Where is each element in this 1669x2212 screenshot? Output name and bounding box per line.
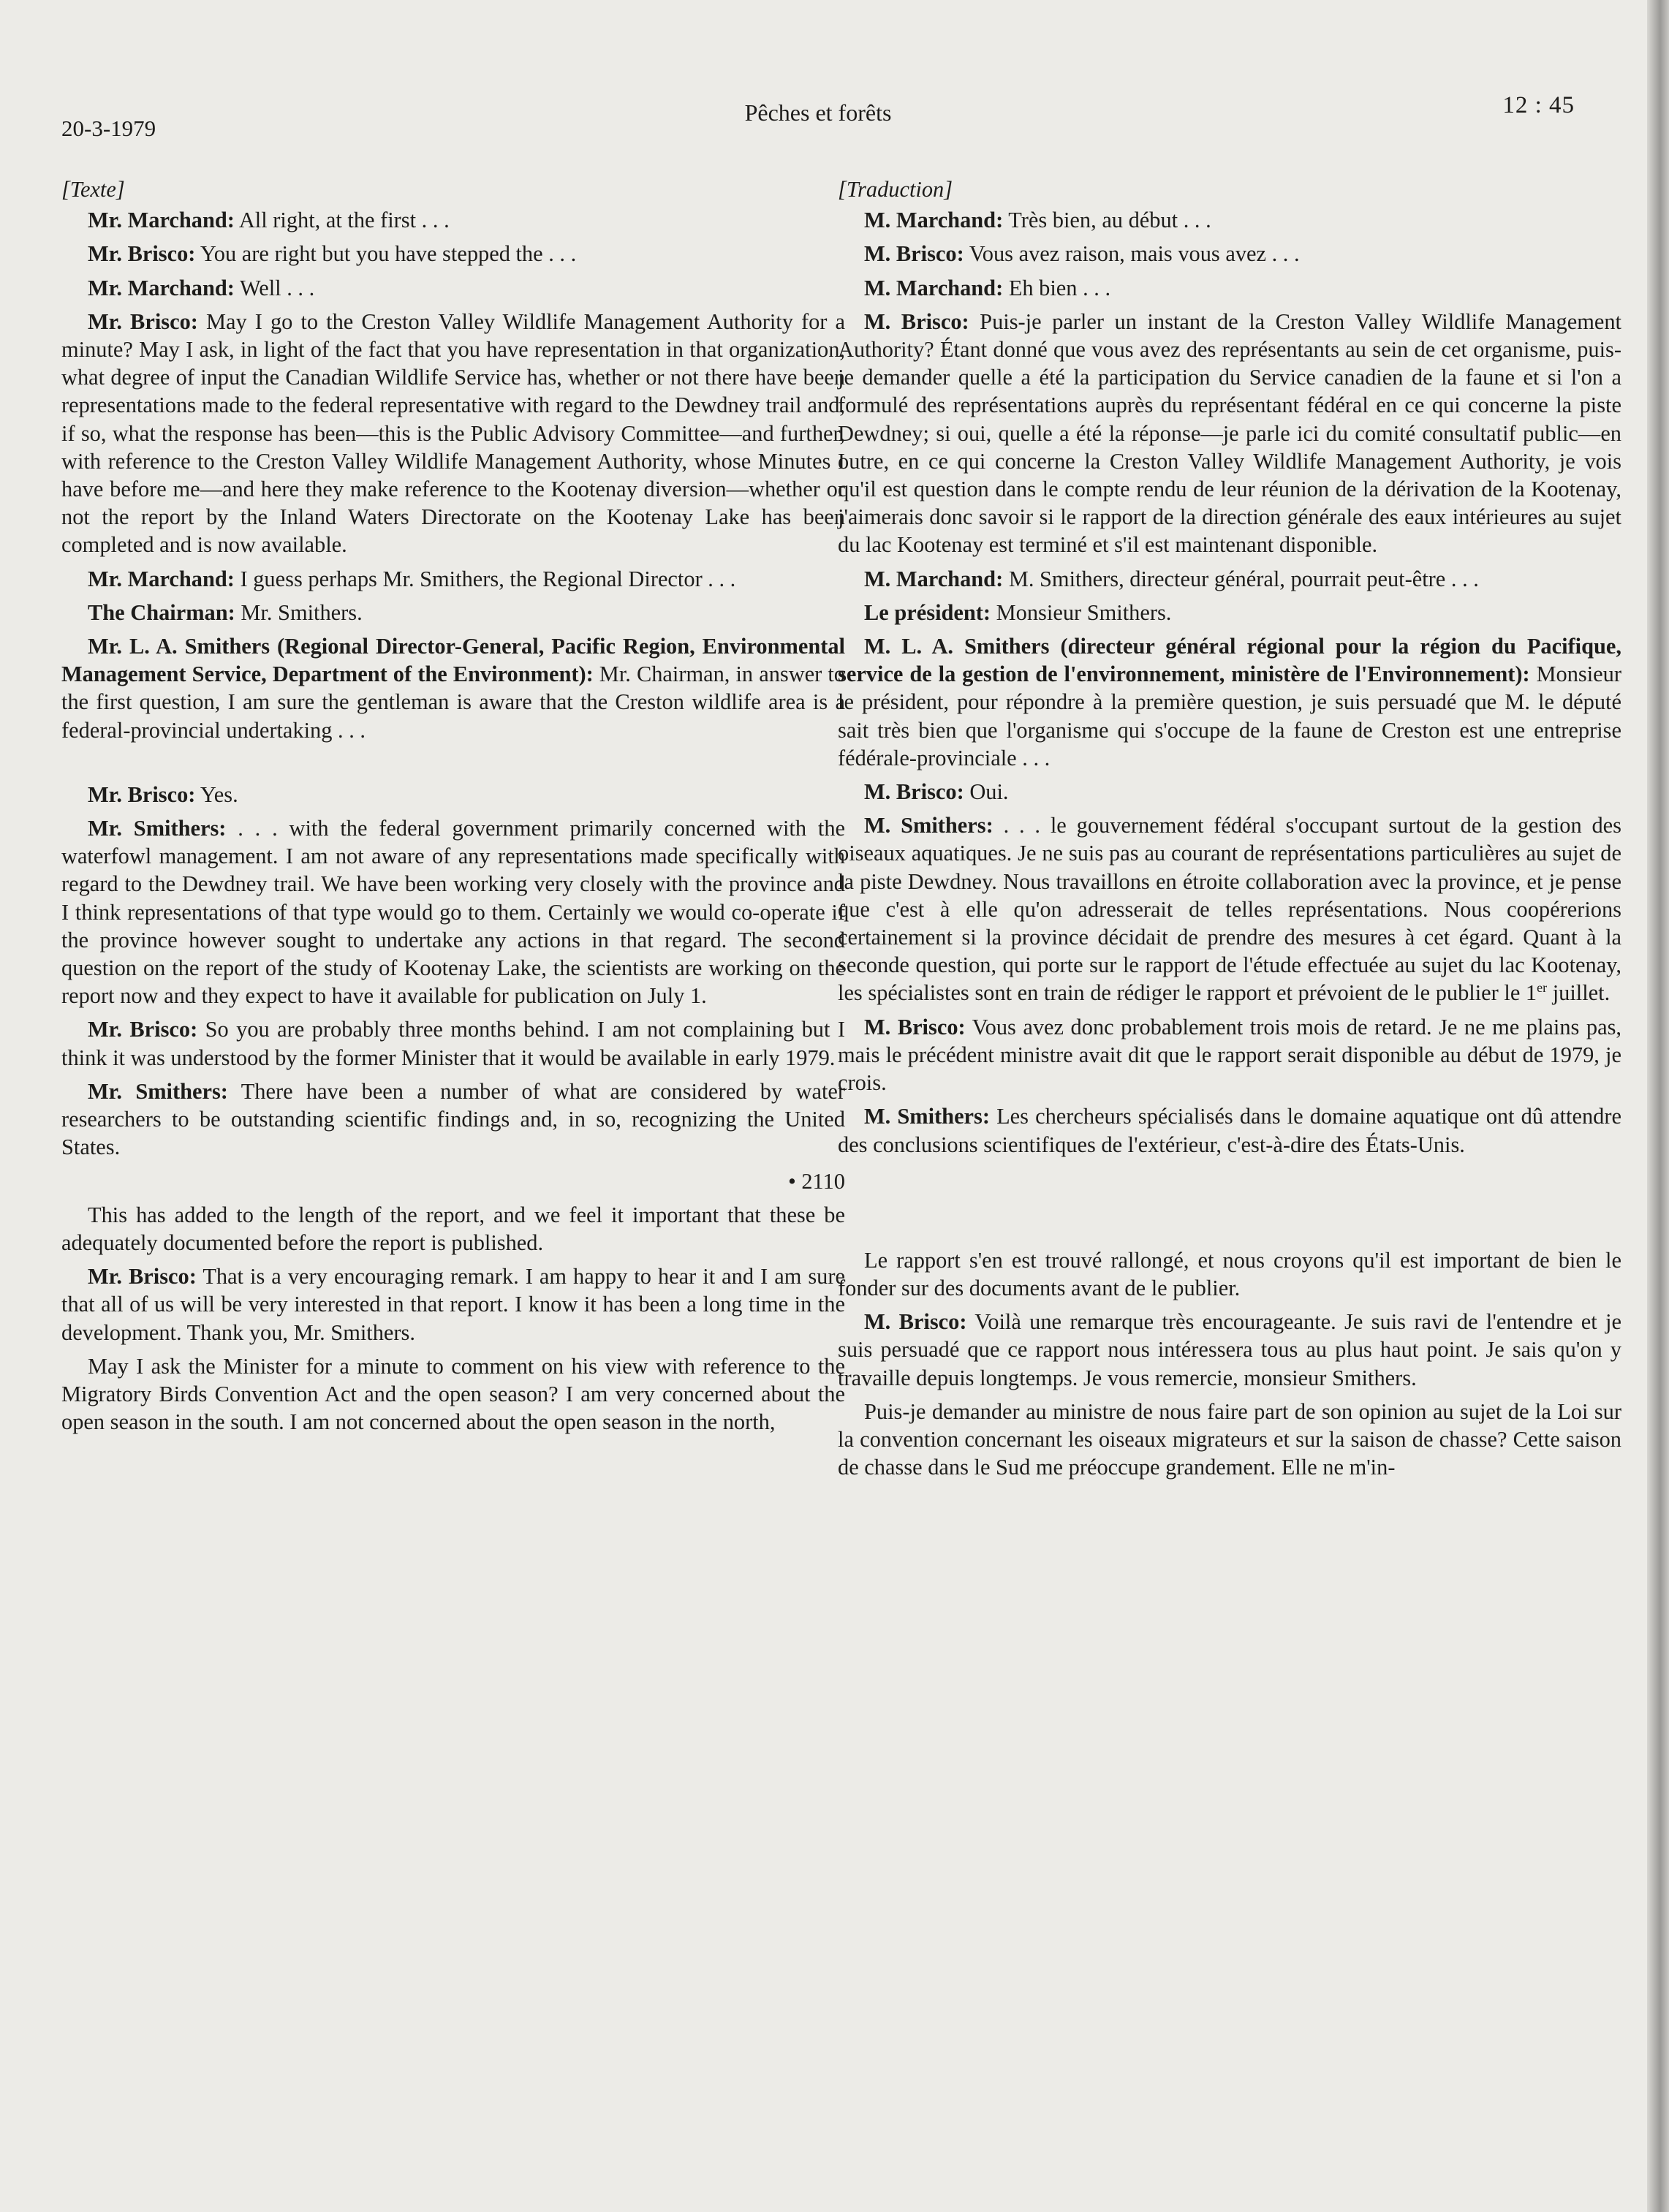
speech-text: Eh bien . . . <box>1003 275 1111 300</box>
speech-text: Vous avez raison, mais vous avez . . . <box>964 241 1300 267</box>
speech-text: There have been a number of what are considered by water researchers to be outstanding scientific findings and, in so, recognizing the United States. <box>61 1078 846 1160</box>
speaker-name: M. Marchand: <box>864 275 1004 300</box>
speaker-name: Mr. Brisco: <box>88 1264 197 1289</box>
ordinal-superscript: er <box>1537 980 1548 996</box>
speech-text: M. Smithers, directeur général, pourrait peut-être . . . <box>1003 566 1479 591</box>
transcript-paragraph <box>838 308 1621 559</box>
transcript-paragraph <box>61 1262 845 1346</box>
page-edge-shadow <box>1647 0 1669 2212</box>
speech-text: Les chercheurs spécialisés dans le domaine aquatique ont dû attendre des conclusions scientifiques de l'extérieur, c'est-à-dire des États-Unis. <box>838 1104 1621 1157</box>
page-header <box>61 89 1575 140</box>
transcript-paragraph <box>61 240 845 268</box>
speech-text: Well . . . <box>234 275 315 300</box>
english-paragraphs-continued <box>61 1201 845 1436</box>
speaker-name: M. Brisco: <box>864 1014 966 1039</box>
speaker-name: Mr. Marchand: <box>88 566 235 591</box>
language-label: [Traduction] <box>838 177 953 202</box>
transcript-paragraph <box>61 206 845 234</box>
speaker-name: M. Brisco: <box>864 779 964 805</box>
speaker-name: Le président: <box>864 599 991 625</box>
speech-text: May I ask the Minister for a minute to comment on his view with reference to the Migratory Birds Convention Act and the open season? I am very concerned about the open season in the south. I am not concerned about the open season in the north, <box>61 1353 845 1435</box>
transcript-paragraph <box>838 811 1621 1007</box>
transcript-paragraph <box>838 206 1621 234</box>
speech-text: Puis-je demander au ministre de nous faire part de son opinion au sujet de la Loi sur la convention concernant les oiseaux migrateurs et sur la saison de chasse? Cette saison de chasse dans le Sud me préoccupe grandement. Elle ne m'in- <box>838 1398 1621 1480</box>
speech-text: Très bien, au début . . . <box>1003 208 1211 233</box>
french-paragraphs-continued <box>838 1246 1621 1482</box>
speech-text: Puis-je parler un instant de la Creston Valley Wildlife Management Authority? Étant donné que vous avez des représentants au sein de cet organisme, puis-je demander quelle a été la participation du Service canadien de la faune et si l'on a formulé des représentations auprès du représentant fédéral en ce qui concerne la piste Dewdney; si oui, quelle a été la réponse—je parle ici du comité consultatif public—en outre, en ce qui concerne la Creston Valley Wildlife Management Authority, je vois qu'il est question dans le compte rendu de leur réunion de la dérivation de la Kootenay, j'aimerais donc savoir si le rapport de la direction générale des eaux intérieures au sujet du lac Kootenay est terminé et s'il est maintenant disponible. <box>838 308 1621 558</box>
transcript-paragraph <box>838 1308 1621 1392</box>
transcript-paragraph <box>61 1015 845 1071</box>
speech-text: So you are probably three months behind. I am not complaining but I think it was understood by the former Minister that it would be available in early 1979. <box>61 1017 845 1070</box>
transcript-paragraph <box>838 599 1621 626</box>
speech-text: Yes. <box>195 781 238 807</box>
header-title: Pêches et forêts <box>744 99 892 126</box>
speech-text: All right, at the first . . . <box>234 208 450 233</box>
speaker-name: The Chairman: <box>88 599 235 625</box>
language-label: [Texte] <box>61 177 125 202</box>
speech-text: Mr. Chairman, in answer to the first question, I am sure the gentleman is aware that the Creston wildlife area is a federal-provincial undertaking . . . <box>61 662 845 743</box>
speech-text: . . . with the federal government primarily concerned with the waterfowl management. I am not aware of any representations made specifically with regard to the Dewdney trail. We have been working very closely with the province and I think representations of that type would go to them. Certainly we would co-operate if the province however sought to undertake any actions in that regard. The second question on the report of the study of Kootenay Lake, the scientists are working on the report now and they expect to have it available for publication on July 1. <box>61 816 846 1009</box>
transcript-paragraph <box>838 1398 1621 1482</box>
transcript-paragraph <box>61 632 845 744</box>
time-marker: • 2110 <box>788 1168 845 1194</box>
speaker-name: Mr. L. A. Smithers (Regional Director-General, Pacific Region, Environmental Management Service, Department of the Environment): <box>61 634 845 687</box>
transcript-paragraph <box>838 778 1621 806</box>
transcript-paragraph <box>61 565 845 593</box>
speaker-name: M. Smithers: <box>864 1104 990 1129</box>
speaker-name: M. Brisco: <box>864 308 969 334</box>
speech-text: May I go to the Creston Valley Wildlife Management Authority for a minute? May I ask, in light of the fact that you have representation in that organization, what degree of input the Canadian Wildlife Service has, whether or not there have been representations made to the federal representative with regard to the Dewdney trail and, if so, what the response has been—this is the Public Advisory Committee—and further, with reference to the Creston Valley Wildlife Management Authority, whose Minutes I have before me—and here they make reference to the Kootenay diversion—whether or not the report by the Inland Waters Directorate on the Kootenay Lake has been completed and is now available. <box>61 308 845 558</box>
speaker-name: Mr. Brisco: <box>88 1017 198 1042</box>
transcript-paragraph <box>61 599 845 626</box>
transcript-paragraph <box>838 240 1621 268</box>
transcript-paragraph <box>61 781 845 808</box>
transcript-paragraph <box>61 274 845 302</box>
speaker-name: Mr. Smithers: <box>88 816 227 841</box>
speech-text: That is a very encouraging remark. I am happy to hear it and I am sure that all of us will be very interested in that report. I know it has been a long time in the development. Thank you, Mr. Smithers. <box>61 1264 845 1345</box>
speaker-name: M. Smithers: <box>864 813 994 838</box>
transcript-paragraph <box>838 1246 1621 1302</box>
transcript-paragraph <box>61 1077 845 1162</box>
transcript-paragraph <box>61 1201 845 1257</box>
transcript-paragraph <box>838 1013 1621 1097</box>
speech-text: This has added to the length of the report, and we feel it important that these be adequately documented before the report is published. <box>61 1202 845 1255</box>
speech-text: Monsieur Smithers. <box>991 599 1172 625</box>
speech-text: Monsieur le président, pour répondre à la première question, je suis persuadé que M. le député sait très bien que l'organisme qui s'occupe de la faune de Creston est une entreprise fédérale-provinciale . . . <box>838 662 1621 770</box>
transcript-paragraph <box>61 308 845 559</box>
speech-text: Oui. <box>964 779 1009 805</box>
header-date: 20-3-1979 <box>61 115 156 141</box>
speech-text: You are right but you have stepped the . . . <box>195 241 577 267</box>
english-column <box>61 175 845 1442</box>
paragraph-gap <box>61 750 845 781</box>
speech-text-tail: juillet. <box>1547 980 1611 1006</box>
speaker-name: M. L. A. Smithers (directeur général régional pour la région du Pacifique, service de la gestion de l'environnement, ministère de l'Environnement): <box>838 634 1621 687</box>
speaker-name: M. Marchand: <box>864 208 1004 233</box>
english-paragraphs <box>61 206 845 1161</box>
speaker-name: Mr. Smithers: <box>88 1078 228 1104</box>
speaker-name: Mr. Marchand: <box>88 275 235 300</box>
speaker-name: Mr. Marchand: <box>88 208 235 233</box>
french-paragraphs <box>838 206 1621 1159</box>
header-page-number: 12 : 45 <box>1502 92 1575 118</box>
speech-text: Voilà une remarque très encourageante. Je suis ravi de l'entendre et je suis persuadé que ce rapport nous intéressera tous au plus haut point. Je sais qu'on y travaille depuis longtemps. Je vous remercie, monsieur Smithers. <box>838 1309 1621 1390</box>
marker-spacer <box>838 1164 1621 1246</box>
speaker-name: M. Marchand: <box>864 566 1004 591</box>
transcript-paragraph <box>838 632 1621 772</box>
transcript-paragraph <box>838 1102 1621 1158</box>
transcript-paragraph <box>61 1352 845 1436</box>
speech-text: I guess perhaps Mr. Smithers, the Regional Director . . . <box>234 566 736 591</box>
speech-text: Mr. Smithers. <box>235 599 363 625</box>
speaker-name: Mr. Brisco: <box>88 308 198 334</box>
french-column <box>838 175 1621 1487</box>
speech-text: Vous avez donc probablement trois mois de retard. Je ne me plains pas, mais le précédent ministre avait dit que le rapport serait disponible au début de 1979, je crois. <box>838 1014 1621 1096</box>
speaker-name: Mr. Brisco: <box>88 241 196 267</box>
speaker-name: Mr. Brisco: <box>88 781 196 807</box>
transcript-paragraph <box>838 565 1621 593</box>
transcript-paragraph <box>61 814 845 1010</box>
transcript-paragraph <box>838 274 1621 302</box>
speech-text: Le rapport s'en est trouvé rallongé, et nous croyons qu'il est important de bien le fonder sur des documents avant de le publier. <box>838 1247 1621 1300</box>
speech-text: . . . le gouvernement fédéral s'occupant surtout de la gestion des oiseaux aquatiques. Je ne suis pas au courant de représentations particulières au sujet de la piste Dewdney. Nous travaillons en étroite collaboration avec la province, et je pense que c'est à elle qu'on adresserait de telles représentations. Nous coopérerions certainement si la province décidait de prendre des mesures à cet égard. Quant à la seconde question, qui porte sur le rapport de l'étude effectuée au sujet du lac Kootenay, les spécialistes sont en train de rédiger le rapport et prévoient de le publier le 1 <box>838 813 1621 1006</box>
speaker-name: M. Brisco: <box>864 241 964 267</box>
speaker-name: M. Brisco: <box>864 1309 967 1335</box>
